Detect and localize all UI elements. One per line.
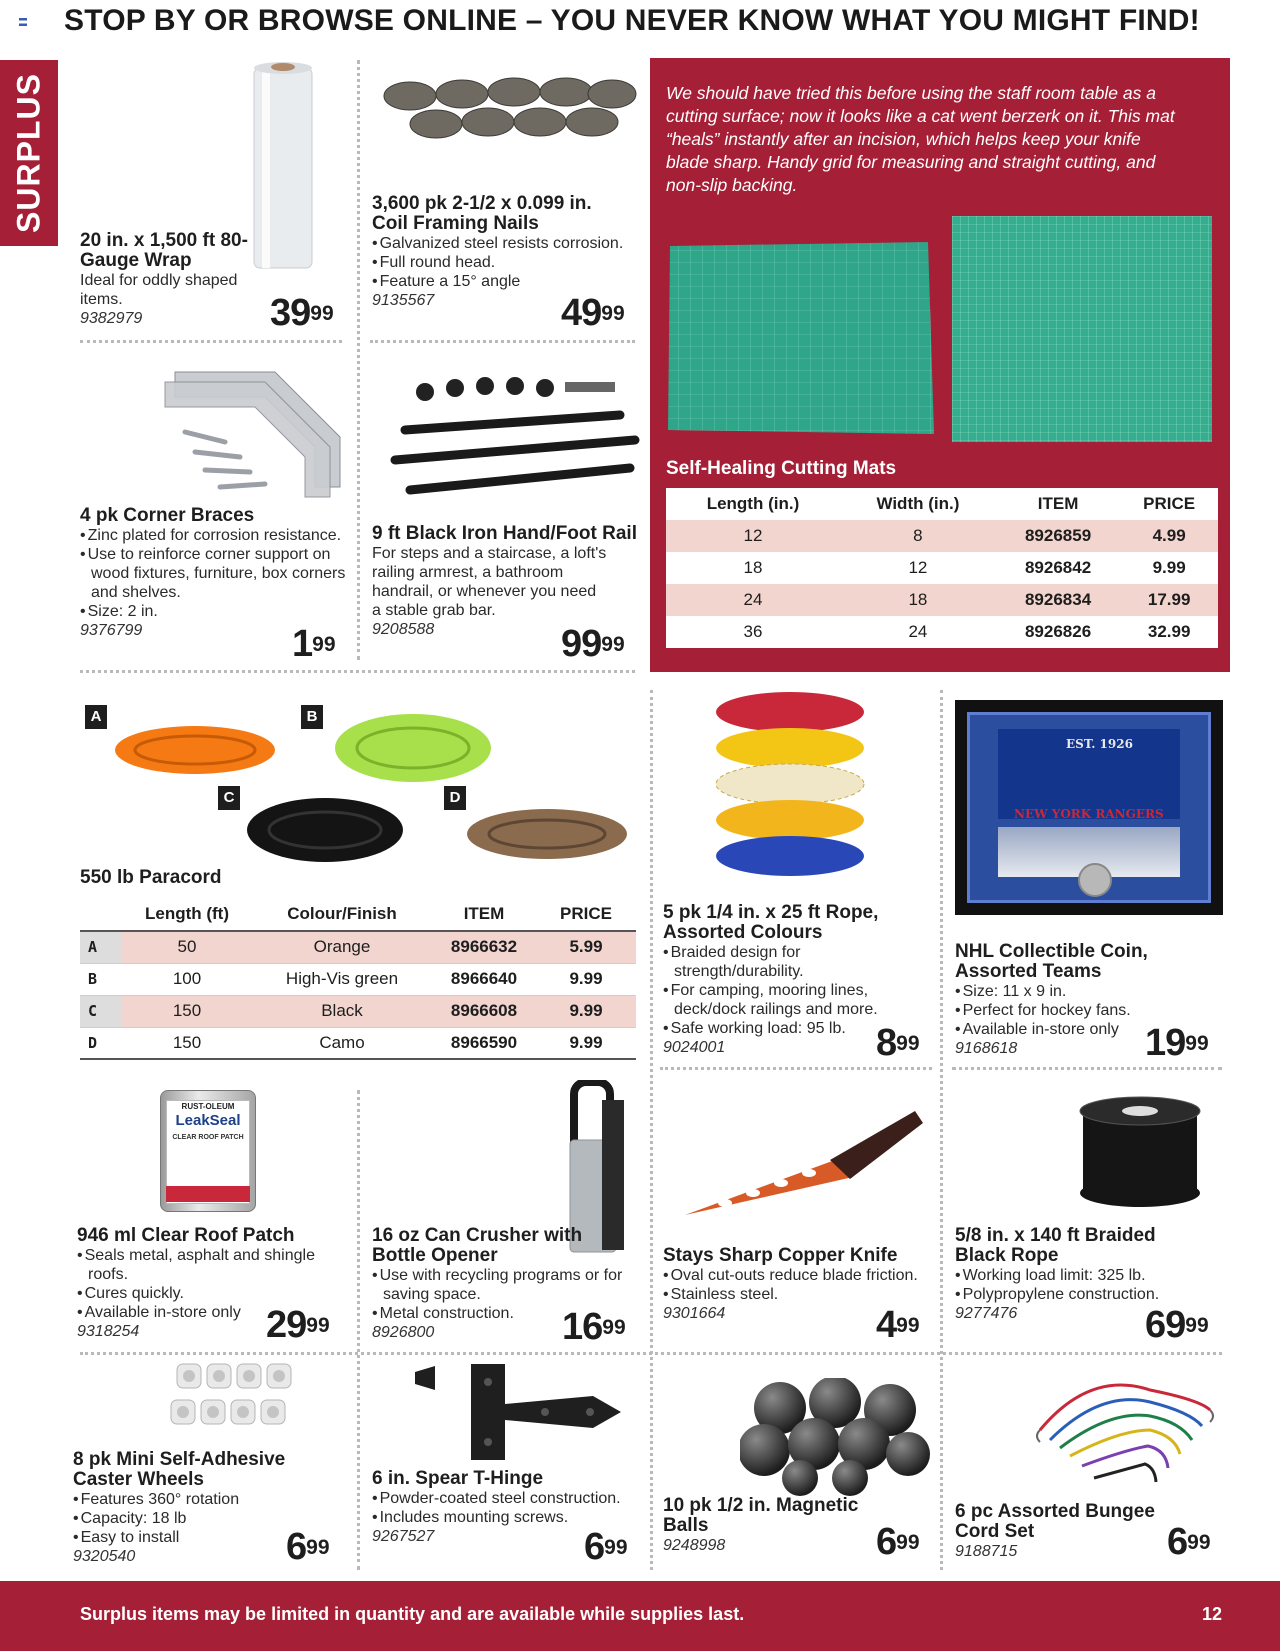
price-tag: $8^{99}$ bbox=[876, 1022, 920, 1064]
divider bbox=[370, 340, 635, 343]
table-row: 24 18 8926834 17.99 bbox=[666, 584, 1218, 616]
product-bullets: • Size: 11 x 9 in. • Perfect for hockey fans. • Available in-store only bbox=[955, 982, 1210, 1039]
price-tag: $6^{99}$ bbox=[286, 1526, 330, 1568]
product-title: 9 ft Black Iron Hand/Foot Rail bbox=[372, 523, 637, 544]
product-bullets: • Use with recycling programs or for saving space. • Metal construction. bbox=[372, 1266, 634, 1323]
iron-rail-image bbox=[385, 370, 640, 500]
product-bullets: • Oval cut-outs reduce blade friction. • Stainless steel. bbox=[663, 1266, 925, 1304]
paracord-camo-image bbox=[465, 806, 630, 862]
cutting-mat-angled-image bbox=[666, 238, 938, 438]
cutting-mats-panel bbox=[650, 58, 1230, 672]
product-description: For steps and a staircase, a loft's railing armrest, a bathroom handrail, or whenever you need a stable grab bar. bbox=[372, 545, 607, 619]
t-hinge-image bbox=[415, 1362, 625, 1462]
page-number: 12 bbox=[1201, 1604, 1222, 1624]
product-bullets: • Powder-coated steel construction. • Includes mounting screws. bbox=[372, 1489, 634, 1527]
price-tag: $39^{99}$ bbox=[270, 292, 334, 334]
cutting-mats-table bbox=[666, 488, 1218, 648]
product-title: 946 ml Clear Roof Patch bbox=[77, 1225, 295, 1246]
product-sku: 8926800 bbox=[372, 1324, 435, 1341]
corner-braces-image bbox=[155, 362, 345, 502]
divider bbox=[80, 670, 635, 673]
product-title: 3,600 pk 2-1/2 x 0.099 in. Coil Framing Nails bbox=[372, 193, 592, 234]
product-sku: 9135567 bbox=[372, 292, 435, 309]
price-tag: $19^{99}$ bbox=[1145, 1022, 1209, 1064]
product-title: 5 pk 1/4 in. x 25 ft Rope, Assorted Colours bbox=[663, 902, 879, 943]
price-tag: $6^{99}$ bbox=[876, 1521, 920, 1563]
variant-label: C bbox=[218, 786, 240, 810]
product-bullets: • Galvanized steel resists corrosion. • Full round head. • Feature a 15° angle bbox=[372, 234, 627, 291]
nhl-frame-image bbox=[955, 700, 1223, 915]
product-title: Stays Sharp Copper Knife bbox=[663, 1245, 898, 1266]
product-sku: 9318254 bbox=[77, 1323, 140, 1340]
frame-year-label: EST. 1926 bbox=[1066, 737, 1133, 751]
product-sku: 9301664 bbox=[663, 1305, 726, 1322]
cutting-mats-intro: We should have tried this before using the staff room table as a cutting surface; now it looks like a cat went berzerk on it. This mat “heals” instantly after an incision, which helps keep your knife blade sharp. Handy grid for measuring and straight cutting, and non-slip backing. bbox=[666, 83, 1175, 195]
product-title: 6 in. Spear T-Hinge bbox=[372, 1468, 544, 1489]
product-sku: 9320540 bbox=[73, 1548, 136, 1565]
product-sku: 9277476 bbox=[955, 1305, 1018, 1322]
price-tag: $69^{99}$ bbox=[1145, 1304, 1209, 1346]
paracord-green-image bbox=[332, 710, 494, 786]
table-header: Length (in.) Width (in.) ITEM PRICE bbox=[706, 494, 1196, 513]
magnetic-balls-image bbox=[740, 1378, 930, 1498]
product-braces bbox=[80, 506, 350, 640]
product-rail bbox=[372, 524, 637, 639]
variant-label: D bbox=[444, 786, 466, 810]
product-sku: 9168618 bbox=[955, 1040, 1018, 1057]
bungee-cords-image bbox=[1030, 1370, 1220, 1490]
product-title: 10 pk 1/2 in. Magnetic Balls bbox=[663, 1495, 859, 1536]
caster-wheels-image bbox=[165, 1360, 305, 1450]
table-row: B 100 High-Vis green 8966640 9.99 bbox=[80, 963, 636, 995]
divider bbox=[952, 1067, 1222, 1070]
divider bbox=[357, 60, 360, 660]
product-title: 16 oz Can Crusher with Bottle Opener bbox=[372, 1225, 583, 1266]
price-tag: $6^{99}$ bbox=[1167, 1521, 1211, 1563]
table-row: C 150 Black 8966608 9.99 bbox=[80, 995, 636, 1027]
price-tag: $49^{99}$ bbox=[561, 292, 625, 334]
table-row: 36 24 8926826 32.99 bbox=[743, 622, 1191, 641]
flag-mark-icon bbox=[19, 18, 27, 26]
product-sku: 9382979 bbox=[80, 310, 143, 327]
can-name-label: LeakSeal bbox=[175, 1112, 241, 1129]
product-title: 8 pk Mini Self-Adhesive Caster Wheels bbox=[73, 1449, 286, 1490]
product-title: NHL Collectible Coin, Assorted Teams bbox=[955, 941, 1148, 982]
product-title: 4 pk Corner Braces bbox=[80, 505, 255, 526]
price-tag: $1^{99}$ bbox=[292, 623, 336, 665]
divider bbox=[660, 1067, 932, 1070]
section-tab-label: SURPLUS bbox=[10, 73, 47, 233]
paracord-black-image bbox=[245, 796, 405, 864]
product-title: 5/8 in. x 140 ft Braided Black Rope bbox=[955, 1225, 1156, 1266]
copper-knife-image bbox=[685, 1105, 925, 1225]
price-tag: $99^{99}$ bbox=[561, 623, 625, 665]
coil-nails-image bbox=[380, 74, 638, 154]
price-tag: $4^{99}$ bbox=[876, 1304, 920, 1346]
cutting-mats-title: Self-Healing Cutting Mats bbox=[666, 458, 897, 479]
product-title: 6 pc Assorted Bungee Cord Set bbox=[955, 1501, 1155, 1542]
product-sku: 9248998 bbox=[663, 1537, 726, 1554]
table-header: Length (ft) Colour/Finish ITEM PRICE bbox=[80, 897, 636, 931]
product-wrap bbox=[80, 231, 260, 328]
product-sku: 9188715 bbox=[955, 1543, 1018, 1560]
product-bullets: • Seals metal, asphalt and shingle roofs. • Cures quickly. • Available in-store only bbox=[77, 1246, 339, 1322]
page-headline: STOP BY OR BROWSE ONLINE – YOU NEVER KNOW WHAT YOU MIGHT FIND! bbox=[64, 4, 1200, 37]
divider bbox=[650, 690, 653, 1570]
product-bullets: • Zinc plated for corrosion resistance. • Use to reinforce corner support on wood fixtures, furniture, box corners and shelves. • Size: 2 in. bbox=[80, 526, 350, 621]
product-sku: 9208588 bbox=[372, 621, 435, 638]
variant-label: B bbox=[301, 705, 323, 729]
product-bullets: • Braided design for strength/durability. • For camping, mooring lines, deck/dock railings and more. • Safe working load: 95 lb. bbox=[663, 943, 933, 1038]
can-brand-label: RUST-OLEUM bbox=[181, 1102, 235, 1111]
paracord-table bbox=[80, 897, 636, 1060]
divider bbox=[80, 340, 342, 343]
product-description: Ideal for oddly shaped items. bbox=[80, 272, 238, 308]
section-tab bbox=[0, 60, 58, 246]
divider bbox=[357, 1090, 360, 1570]
product-sku: 9267527 bbox=[372, 1528, 435, 1545]
product-bullets: • Working load limit: 325 lb. • Polypropylene construction. bbox=[955, 1266, 1210, 1304]
product-bungee bbox=[955, 1502, 1155, 1561]
paracord-orange-image bbox=[110, 720, 280, 780]
divider bbox=[940, 690, 943, 1570]
braided-rope-spool-image bbox=[1075, 1095, 1205, 1213]
rope-stack-image bbox=[712, 690, 868, 880]
product-bullets: • Features 360° rotation • Capacity: 18 lb • Easy to install bbox=[73, 1490, 343, 1547]
table-row: 18 12 8926842 9.99 bbox=[743, 558, 1186, 577]
product-sku: 9024001 bbox=[663, 1039, 726, 1056]
price-tag: $29^{99}$ bbox=[266, 1304, 330, 1346]
table-row: A 50 Orange 8966632 5.99 bbox=[80, 931, 636, 963]
paracord-title: 550 lb Paracord bbox=[80, 867, 222, 888]
page-footer bbox=[0, 1581, 1280, 1651]
table-row: D 150 Camo 8966590 9.99 bbox=[80, 1027, 636, 1059]
product-title: 20 in. x 1,500 ft 80-Gauge Wrap bbox=[80, 230, 248, 271]
roof-patch-can-image bbox=[160, 1090, 256, 1212]
price-tag: $16^{99}$ bbox=[562, 1306, 626, 1348]
variant-label: A bbox=[85, 705, 107, 729]
product-sku: 9376799 bbox=[80, 622, 143, 639]
cutting-mat-flat-image bbox=[952, 216, 1212, 442]
product-magnetic-balls bbox=[663, 1496, 863, 1555]
price-tag: $6^{99}$ bbox=[584, 1526, 628, 1568]
can-sub-label: CLEAR ROOF PATCH bbox=[172, 1134, 244, 1141]
table-row: 12 8 8926859 4.99 bbox=[666, 520, 1218, 552]
frame-team-label: NEW YORK RANGERS bbox=[1014, 807, 1164, 821]
footer-disclaimer: Surplus items may be limited in quantity and are available while supplies last. bbox=[80, 1604, 745, 1624]
